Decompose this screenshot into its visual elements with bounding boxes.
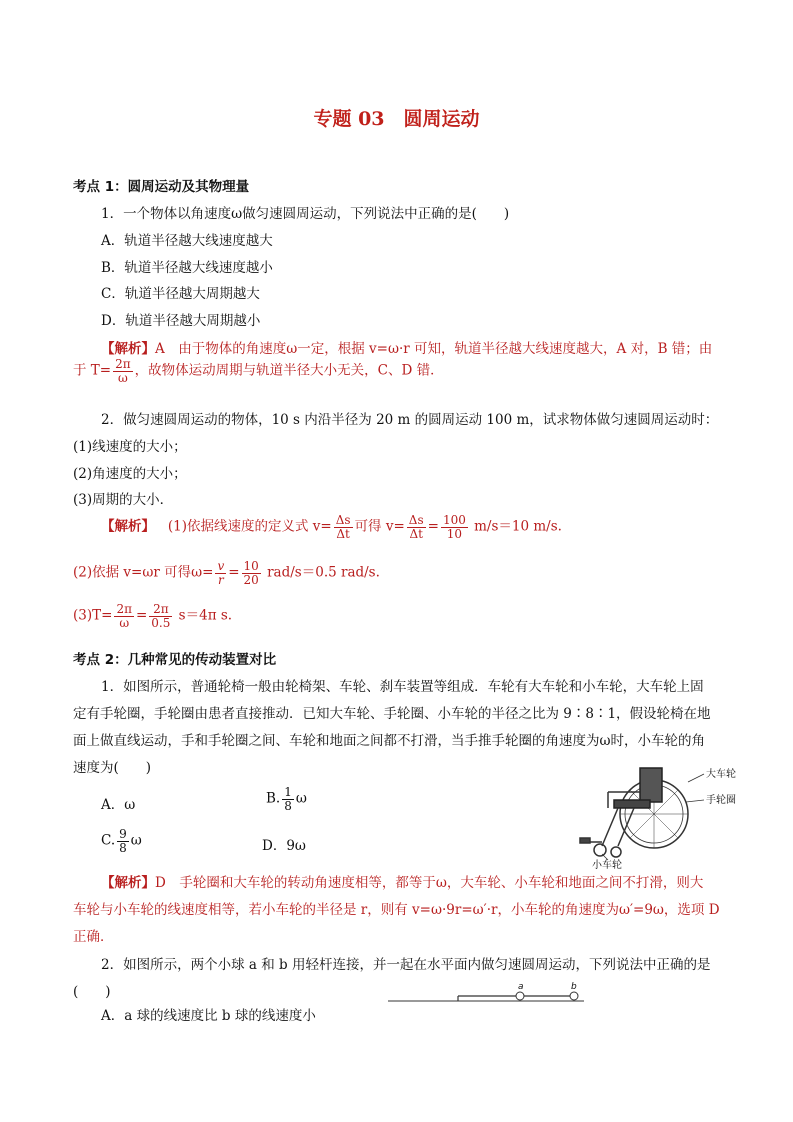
analysis-tag: 【解析】: [101, 875, 155, 891]
wheelchair-figure: [578, 762, 736, 870]
fraction: $\frac{2\pi}{\omega}$: [116, 602, 132, 630]
s2-q1-option-a: A．ω: [101, 797, 136, 813]
s2-q2-stem-line2: ( ): [73, 984, 111, 1000]
analysis-tag: 【解析】: [101, 341, 155, 357]
s2-q1-option-c: C. $\frac{9}{8}$ ω: [101, 827, 142, 855]
fraction: $\frac{\Delta s}{\Delta t}$: [335, 513, 351, 541]
s1-q2-part1: (1)线速度的大小；: [73, 439, 187, 455]
s1-q1-option-c: C．轨道半径越大周期越大: [101, 286, 260, 302]
fraction: $\frac{\Delta s}{\Delta t}$: [408, 513, 424, 541]
s1-q2-answer2: (2)依据 v=ωr 可得ω= $\frac{v}{r}$ = $\frac{10}{20}$ rad/s＝0.5 rad/s.: [73, 559, 380, 587]
s1-q2-part3: (3)周期的大小．: [73, 492, 174, 508]
label-hand-rim: 手轮圈: [706, 795, 736, 806]
fraction: $\frac{9}{8}$: [119, 827, 127, 855]
s1-q2-answer3: (3)T= $\frac{2\pi}{\omega}$ = $\frac{2\pi}{0.5}$ s＝4π s.: [73, 602, 233, 630]
rod-figure: [388, 980, 584, 1004]
fraction: $\frac{2\pi}{\omega}$: [115, 357, 131, 385]
analysis-tag: 【解析】: [101, 518, 155, 535]
s2-q1-analysis-line1: 【解析】D 手轮圈和大车轮的转动角速度相等，都等于ω，大车轮、小车轮和地面之间不打滑，则大: [101, 875, 704, 891]
s1-q1-analysis-line2: 于 T= $\frac{2\pi}{\omega}$ ，故物体运动周期与轨道半径大小无关，C、D 错．: [73, 357, 444, 385]
s1-q1-analysis-line1: 【解析】A 由于物体的角速度ω一定，根据 v=ω·r 可知，轨道半径越大线速度越大，A 对，B 错；由: [101, 341, 713, 357]
ball-a: [516, 992, 524, 1000]
s2-q1-stem-line1: 1．如图所示，普通轮椅一般由轮椅架、车轮、刹车装置等组成．车轮有大车轮和小车轮，大车轮上固: [101, 679, 704, 695]
s2-q1-option-b: B. $\frac{1}{8}$ ω: [266, 785, 307, 813]
label-a: a: [518, 982, 524, 992]
s1-q1-stem: 1．一个物体以角速度ω做匀速圆周运动，下列说法中正确的是( ): [101, 206, 510, 222]
section2-heading: 考点 2：几种常见的传动装置对比: [73, 652, 277, 668]
label-b: b: [571, 982, 577, 992]
s2-q1-analysis-line2: 车轮与小车轮的线速度相等，若小车轮的半径是 r，则有 v=ω·9r=ω′·r，小车轮的角速度为ω′=9ω，选项 D: [73, 902, 720, 918]
s1-q1-option-d: D．轨道半径越大周期越小: [101, 313, 261, 329]
fraction: $\frac{10}{20}$: [243, 559, 259, 587]
ball-b: [570, 992, 578, 1000]
s2-q1-analysis-line3: 正确．: [73, 929, 114, 945]
s1-q1-option-b: B．轨道半径越大线速度越小: [101, 260, 273, 276]
fraction: $\frac{v}{r}$: [217, 559, 225, 587]
s1-q1-option-a: A．轨道半径越大线速度越大: [101, 233, 273, 249]
page-title: 专题 03 圆周运动: [313, 108, 480, 130]
s2-q1-stem-line2: 定有手轮圈，手轮圈由患者直接推动．已知大车轮、手轮圈、小车轮的半径之比为 9∶8∶1，假设轮椅在地: [73, 706, 711, 722]
label-big-wheel: 大车轮: [706, 769, 736, 780]
s1-q2-part2: (2)角速度的大小；: [73, 466, 187, 482]
fraction: $\frac{1}{8}$: [284, 785, 292, 813]
label-small-wheel: 小车轮: [592, 860, 622, 870]
s1-q2-stem: 2．做匀速圆周运动的物体，10 s 内沿半径为 20 m 的圆周运动 100 m，试求物体做匀速圆周运动时：: [101, 412, 719, 428]
s2-q2-stem-line1: 2．如图所示，两个小球 a 和 b 用轻杆连接，并一起在水平面内做匀速圆周运动，下列说法中正确的是: [101, 957, 711, 973]
s2-q1-stem-line4: 速度为( ): [73, 760, 152, 776]
s1-q2-answer1: 【解析】 (1)依据线速度的定义式 v= $\frac{\Delta s}{\Delta t}$ 可得 v= $\frac{\Delta s}{\Delta t}$ = $\frac{100}{10}$ m/s＝10 m/s.: [101, 513, 562, 541]
section1-heading: 考点 1：圆周运动及其物理量: [73, 179, 250, 195]
s2-q1-option-d: D．9ω: [262, 838, 306, 854]
fraction: $\frac{100}{10}$: [442, 513, 466, 541]
fraction: $\frac{2\pi}{0.5}$: [151, 602, 171, 630]
s2-q2-option-a: A．a 球的线速度比 b 球的线速度小: [101, 1008, 316, 1024]
s2-q1-stem-line3: 面上做直线运动，手和手轮圈之间、车轮和地面之间都不打滑，当手推手轮圈的角速度为ω时，小车轮的角: [73, 733, 706, 749]
